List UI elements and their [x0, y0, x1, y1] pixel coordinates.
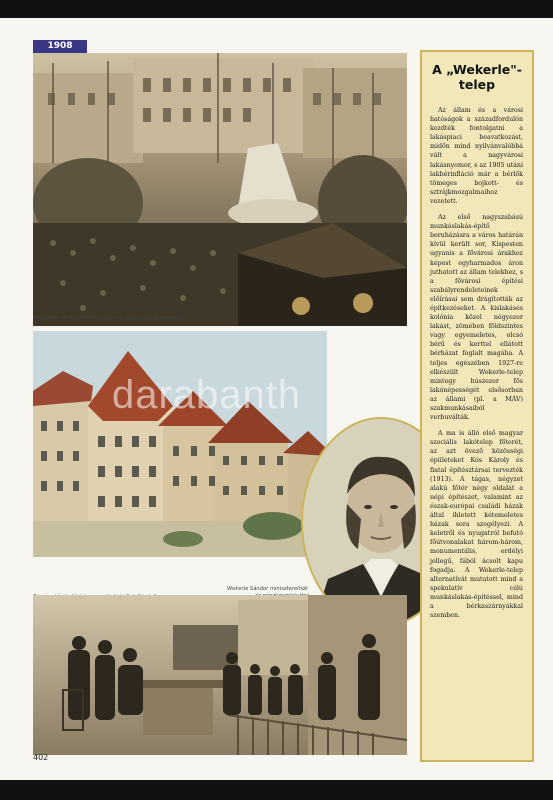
photo-raid-children [33, 595, 407, 755]
year-badge: 1908 [33, 40, 87, 53]
sidebar-paragraph-3: A ma is álló első magyar szociális lakótelep főterét, az azt övező közösségi épületeket Kós Károly és fiatal építésztársai tervezték (1913). A tágas, négyzet alakú főtér négy oldalát a népi építészet, valamint az észak-európai családi házak által ihletett kétemeletes házak sora szegélyezi. A keletről és nyugatról befutó főútvonalakat három-három, monumentális, erdélyi jellegű, fából ácsolt kapu fogadja. A Wekerle-telep alternatívát mutatott mind a spekulatív célú munkáslakás-építéssel, mind a bérkaszárnyákkal szemben. [430, 430, 523, 620]
page-number: 402 [33, 753, 49, 762]
sidebar-paragraph-1: Az állam és a városi hatóságok a századfordulón kezdték fontolgatni a lakáspiaci beavatkozást, midőn mind nyilvánvalóbbá vált a nagyvárosi lakásnyomor, s az 1905 utáni lakbérinfláció már a bérlők tömeges bojkott- és sztrájkmozgalmaihoz vezetett. [430, 107, 523, 205]
caption-portrait-line1: Wekerle Sándor miniszterelnök [227, 586, 309, 592]
caption-statue-unveiling: Kallós Ede és Telcs Ede Vörösmarty-szobrának leleplezése. [33, 315, 186, 321]
watermark: darabanth [112, 373, 302, 417]
sidebar-wekerle-telep [420, 50, 534, 762]
sidebar-body [430, 106, 523, 620]
sidebar-title: A „Wekerle"-telep [432, 62, 522, 92]
sidebar-paragraph-2: Az első nagyszabású munkáslakás-építő beruházásra a város határán kívül került sor, Kispesten ugyanis a fővárosi árakhoz képest egyharmados áron juthatott az állam telekhez, s a fővárosi építési szabályrendeleteinek előírásai sem drágították az építkezéseket. A kislakásos kolónia közel négyezer lakást, zömében földszintes vagy egyemeletes, olcsó bérű és kerttel ellátott bérházat foglalt magába. A teljes egészében 1927-re elkészült Wekerle-telep mintegy húszezer fős lakónépességét elsősorban az állami (pl. a MÁV) szakmunkásaiból verbuválták. [430, 214, 523, 422]
book-page [0, 18, 553, 780]
photo-statue-unveiling [33, 53, 407, 326]
photo-building-postcard [33, 331, 327, 557]
